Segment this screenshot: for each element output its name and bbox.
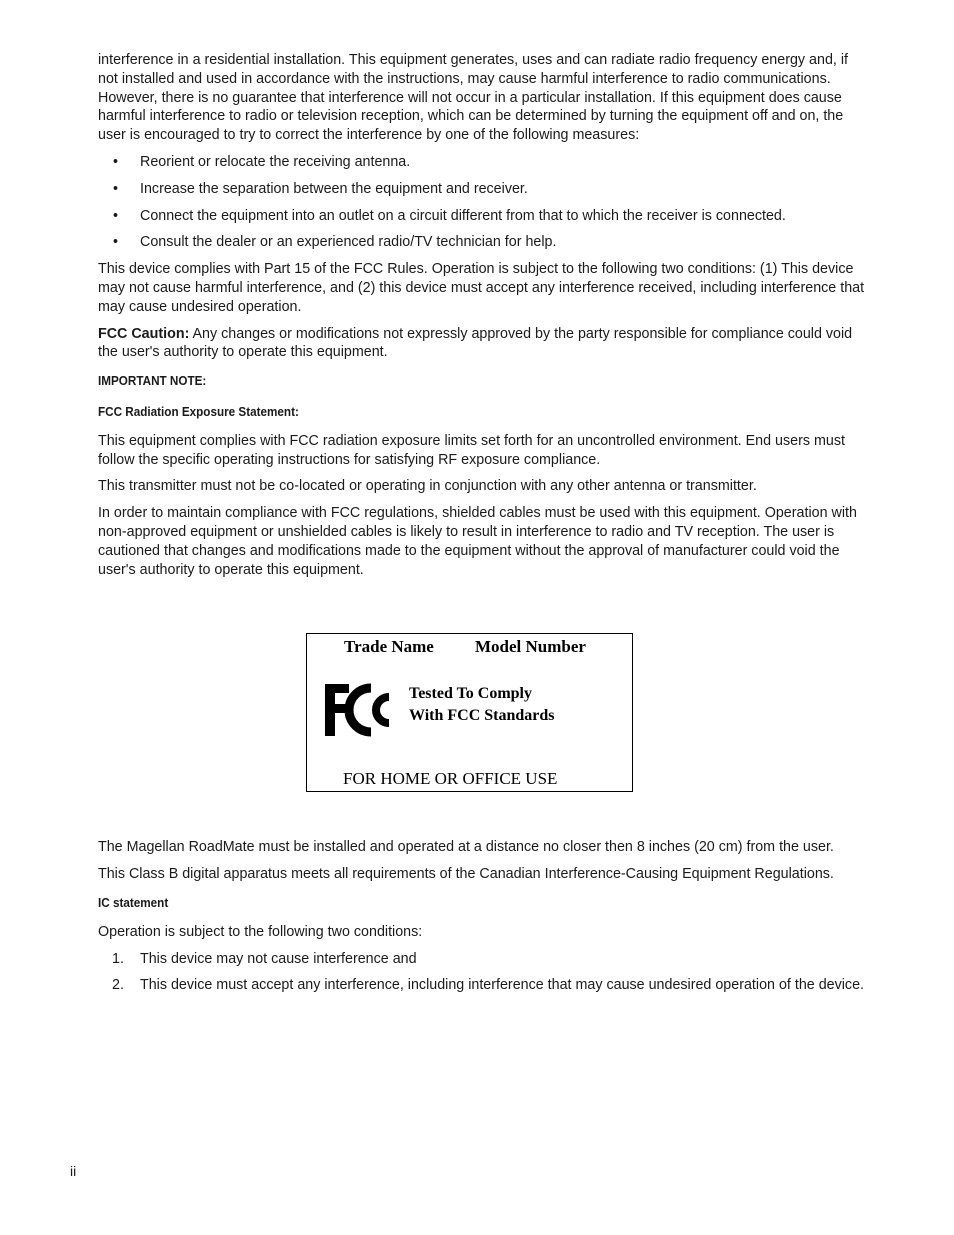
ic-conditions-list [98, 950, 868, 996]
colocation-paragraph: This transmitter must not be co-located or operating in conjunction with any other antenna or transmitter. [98, 478, 757, 495]
part15-paragraph: This device complies with Part 15 of the FCC Rules. Operation is subject to the following two conditions: (1) This device may not cause harmful interference, and (2) this device must accept any interference received, including interference that may cause undesired operation. [98, 261, 865, 315]
trade-name-label: Trade Name [344, 637, 434, 657]
bullet: • [113, 180, 119, 197]
fcc-caution-paragraph [98, 325, 868, 363]
fcc-caution-text: Any changes or modifications not expressly approved by the party responsible for compliance could void the user's authority to operate this equipment. [98, 325, 853, 361]
bullet: • [113, 153, 119, 170]
distance-paragraph: The Magellan RoadMate must be installed and operated at a distance no closer then 8 inches (20 cm) from the user. [98, 839, 834, 856]
model-number-label: Model Number [475, 637, 586, 657]
ic-heading: IC statement [98, 894, 169, 910]
list-item: 2. This device must accept any interference, including interference that may cause undesired operation of the device. [112, 977, 864, 994]
cables-paragraph: In order to maintain compliance with FCC regulations, shielded cables must be used with this equipment. Operation with non-approved equipment or unshielded cables is likely to result in interference to radio and TV reception. The user is cautioned that changes and modifications made to the equipment without the approval of manufacturer could void the user's authority to operate this equipment. [98, 505, 857, 578]
list-item: 1. This device may not cause interference and [112, 950, 417, 967]
bullet: • [113, 234, 119, 251]
radiation-heading: FCC Radiation Exposure Statement: [98, 403, 299, 419]
list-item: • Connect the equipment into an outlet on a circuit different from that to which the receiver is connected. [113, 207, 786, 224]
radiation-paragraph: This equipment complies with FCC radiation exposure limits set forth for an uncontrolled environment. End users must follow the specific operating instructions for satisfying RF exposure compliance. [98, 432, 845, 468]
fcc-compliance-label [306, 633, 633, 792]
intro-paragraph: interference in a residential installation. This equipment generates, uses and can radiate radio frequency energy and, if not installed and used in accordance with the instructions, may cause harmful interference to radio communications. However, there is no guarantee that interference will not occur in a particular installation. If this equipment does cause harmful interference to radio or television reception, which can be determined by turning the equipment off and on, the user is encouraged to try to correct the interference by one of the following measures: [98, 52, 848, 144]
document-body [98, 51, 868, 1003]
fcc-logo-icon [323, 682, 397, 738]
important-note-heading: IMPORTANT NOTE: [98, 373, 207, 389]
page-number: ii [70, 1163, 77, 1179]
list-item: • Consult the dealer or an experienced radio/TV technician for help. [113, 234, 557, 251]
bullet: • [113, 207, 119, 224]
list-item: • Reorient or relocate the receiving antenna. [113, 153, 411, 170]
ic-intro: Operation is subject to the following two conditions: [98, 923, 423, 940]
measures-list [98, 153, 868, 252]
fcc-caution-label: FCC Caution: [98, 325, 190, 342]
tested-to-comply-text: Tested To Comply With FCC Standards [409, 685, 555, 725]
list-item: • Increase the separation between the equipment and receiver. [113, 180, 528, 197]
class-b-paragraph: This Class B digital apparatus meets all requirements of the Canadian Interference-Causing Equipment Regulations. [98, 866, 834, 883]
home-office-use-label: FOR HOME OR OFFICE USE [343, 769, 558, 789]
